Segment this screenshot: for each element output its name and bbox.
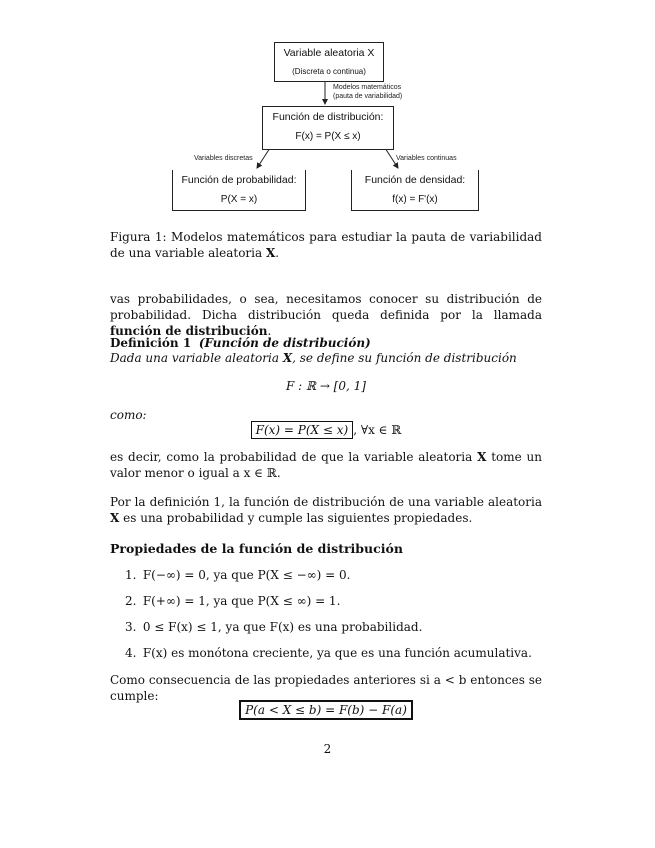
- definition-heading: [110, 335, 542, 351]
- caption-end: .: [275, 246, 280, 260]
- paragraph-1-bold-term: función de distribución: [110, 324, 268, 338]
- edge-label-models-line2: (pauta de variabilidad): [333, 93, 403, 100]
- property-number: 1.: [125, 568, 137, 582]
- definition-formula-box: F(x) = P(X ≤ x): [251, 421, 354, 439]
- box-density-function-formula: f(x) = F'(x): [392, 194, 438, 205]
- paragraph-2-post: tome un valor menor o igual a x ∈ ℝ.: [110, 450, 542, 480]
- definition-formula-row: [110, 421, 542, 439]
- property-number: 4.: [125, 646, 137, 660]
- page-number: 2: [323, 742, 332, 756]
- final-formula-row: [110, 700, 542, 720]
- box-random-variable: [274, 42, 384, 82]
- box-density-function: [351, 170, 479, 211]
- definition-body-pre: Dada una variable aleatoria: [110, 351, 279, 365]
- property-text: F(x) es monótona creciente, ya que es una función acumulativa.: [142, 646, 532, 660]
- final-formula-box: P(a < X ≤ b) = F(b) − F(a): [239, 700, 413, 720]
- box-distribution-function: [262, 106, 394, 150]
- property-text: F(−∞) = 0, ya que P(X ≤ −∞) = 0.: [142, 568, 351, 582]
- property-item: [125, 645, 532, 661]
- figure-caption: [110, 229, 542, 261]
- arrow-mid-to-left: [257, 148, 270, 168]
- paragraph-consecuencia: Como consecuencia de las propiedades anteriores si a < b entonces se cumple:: [110, 673, 542, 703]
- properties-heading: Propiedades de la función de distribución: [110, 541, 403, 556]
- definition-forall: , ∀x ∈ ℝ: [353, 423, 402, 437]
- property-item: [125, 619, 422, 635]
- box-distribution-function-title: Función de distribución:: [272, 111, 384, 123]
- caption-text: Modelos matemáticos para estudiar la pauta de variabilidad de una variable aleatoria: [110, 230, 542, 260]
- edge-label-discrete: Variables discretas: [194, 155, 253, 162]
- property-text: 0 ≤ F(x) ≤ 1, ya que F(x) es una probabilidad.: [142, 620, 423, 634]
- box-random-variable-subtitle: (Discreta o continua): [292, 67, 366, 76]
- paragraph-3-variable: X: [110, 511, 120, 525]
- definition-body: [110, 350, 542, 366]
- paragraph-es-decir: [110, 449, 542, 481]
- edge-label-continuous: Variables continuas: [396, 155, 457, 162]
- property-item: [125, 593, 340, 609]
- property-number: 3.: [125, 620, 137, 634]
- box-probability-function-title: Función de probabilidad:: [181, 174, 297, 186]
- box-random-variable-title: Variable aleatoria X: [283, 47, 375, 59]
- paragraph-por-la-definicion: [110, 494, 542, 526]
- edge-label-models-line1: Modelos matemáticos: [333, 84, 402, 91]
- paragraph-1-text: vas probabilidades, o sea, necesitamos conocer su distribución de probabilidad. Dicha distribución queda definida por la llamada: [110, 292, 542, 322]
- definition-mapping: F : ℝ → [0, 1]: [286, 379, 366, 393]
- definition-label: Definición 1: [110, 336, 192, 350]
- property-text: F(+∞) = 1, ya que P(X ≤ ∞) = 1.: [142, 594, 341, 608]
- paragraph-distribution-intro: [110, 291, 542, 339]
- figure-diagram: [0, 0, 655, 220]
- edge-label-models: [333, 83, 402, 101]
- box-probability-function-formula: P(X = x): [220, 194, 258, 205]
- definition-body-variable: X: [282, 351, 293, 365]
- paragraph-3-pre: Por la definición 1, la función de distribución de una variable aleatoria: [110, 495, 542, 509]
- property-number: 2.: [125, 594, 137, 608]
- box-distribution-function-formula: F(x) = P(X ≤ x): [295, 131, 361, 142]
- paragraph-1-end: .: [267, 324, 272, 338]
- caption-variable: X: [265, 246, 276, 260]
- paragraph-2-variable: X: [477, 450, 487, 464]
- paragraph-2-pre: es decir, como la probabilidad de que la variable aleatoria: [110, 450, 473, 464]
- definition-title: (Función de distribución): [198, 336, 371, 350]
- box-density-function-title: Función de densidad:: [364, 174, 466, 186]
- box-probability-function: [172, 170, 306, 211]
- property-item: [125, 567, 350, 583]
- paragraph-3-post: es una probabilidad y cumple las siguientes propiedades.: [123, 511, 473, 525]
- caption-label: Figura 1:: [110, 230, 167, 244]
- definition-body-post: , se define su función de distribución: [292, 351, 517, 365]
- definition-como: como:: [110, 408, 147, 422]
